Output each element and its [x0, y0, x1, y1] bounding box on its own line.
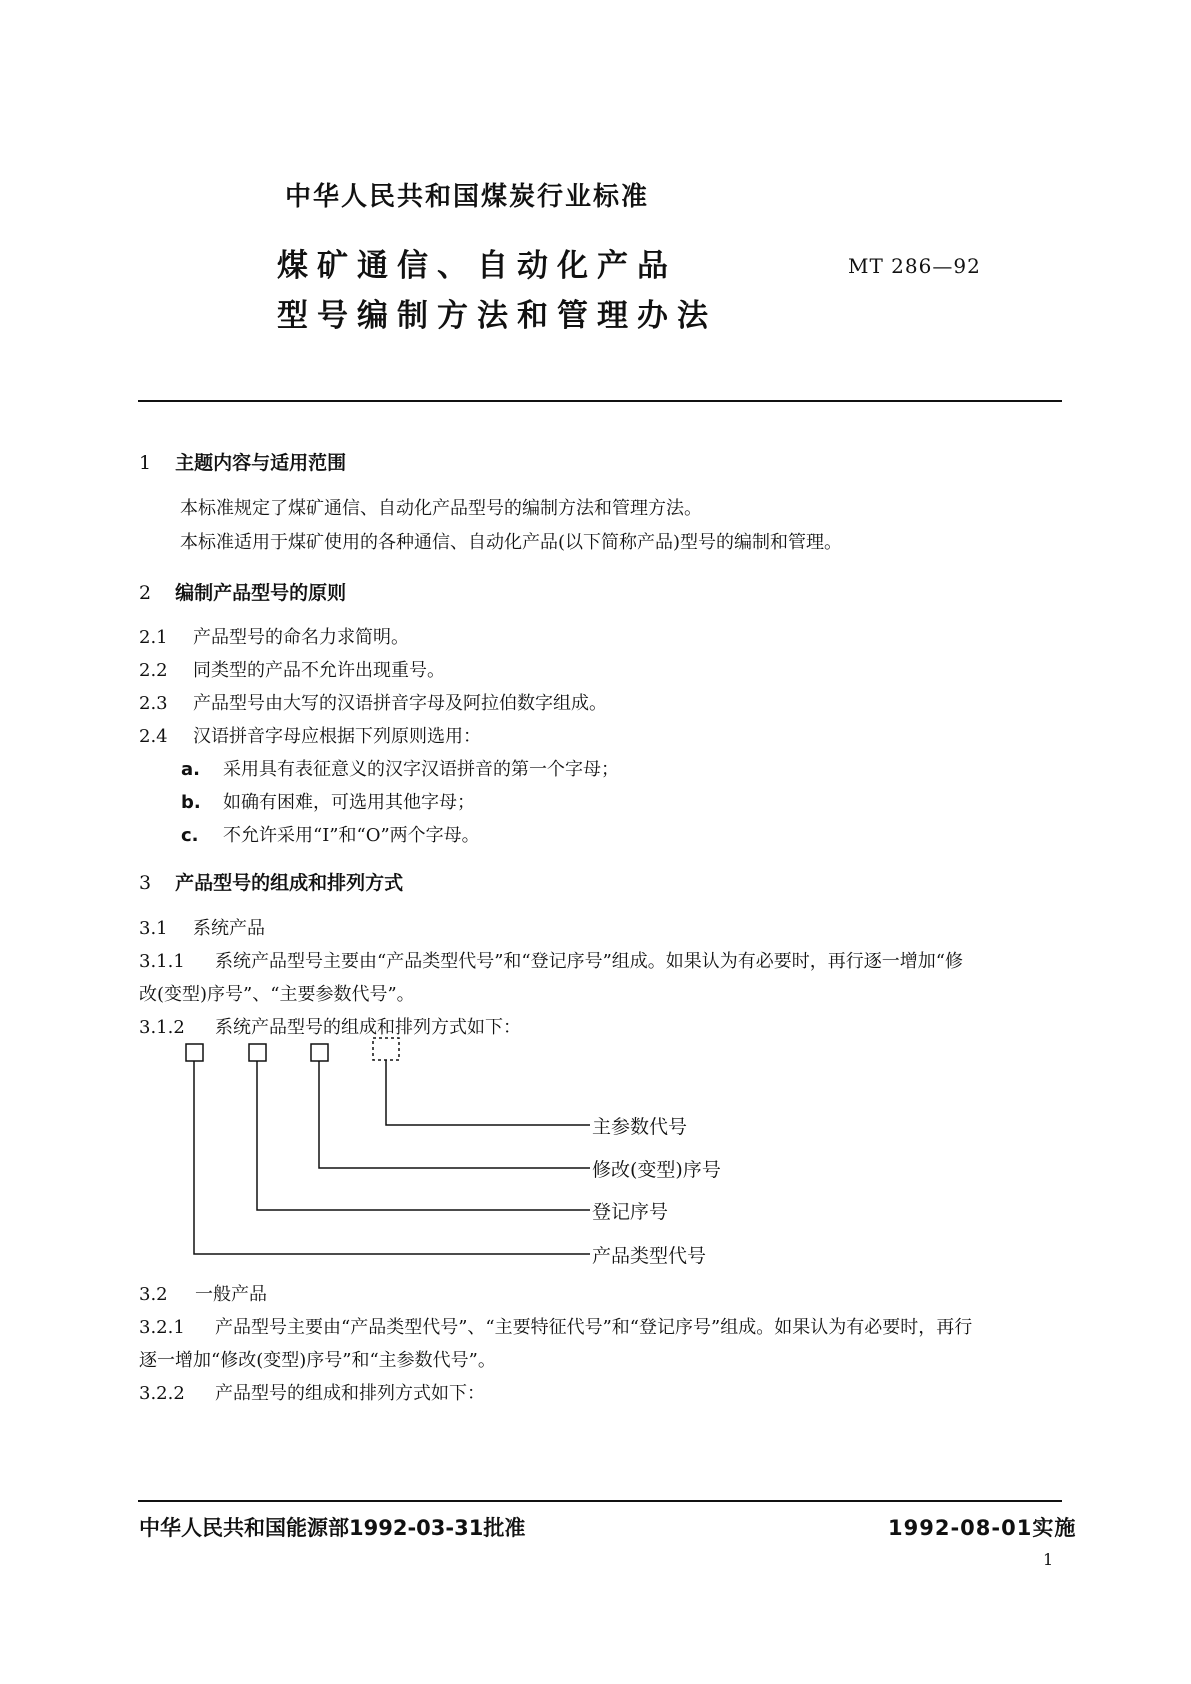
section-3-title: 产品型号的组成和排列方式 — [175, 872, 404, 894]
footer-rule — [138, 1500, 1062, 1502]
clause-3-2-1 — [139, 1313, 972, 1339]
page-number: 1 — [1043, 1550, 1054, 1569]
clause-text: 产品型号的组成和排列方式如下： — [215, 1383, 485, 1404]
clause-3-2-2 — [139, 1379, 485, 1405]
section-2-title: 编制产品型号的原则 — [175, 582, 347, 604]
clause-text: 产品型号主要由“产品类型代号”、“主要特征代号”和“登记序号”组成。如果认为有必要时，再行 — [215, 1317, 973, 1338]
clause-number: 3.2.1 — [139, 1317, 185, 1338]
leader-line-3 — [257, 1061, 590, 1210]
leader-line-2 — [319, 1061, 590, 1168]
clause-text: 同类型的产品不允许出现重号。 — [193, 660, 445, 681]
approval-text: 中华人民共和国能源部1992-03-31批准 — [139, 1516, 526, 1540]
section-2-number: 2 — [139, 582, 152, 604]
section-1-number: 1 — [139, 452, 152, 474]
clause-text: 系统产品型号主要由“产品类型代号”和“登记序号”组成。如果认为有必要时，再行逐一增加“修 — [215, 951, 964, 972]
clause-text: 汉语拼音字母应根据下列原则选用： — [193, 726, 481, 747]
clause-text: 系统产品型号的组成和排列方式如下： — [215, 1017, 521, 1038]
list-marker: b. — [181, 792, 201, 813]
clause-number: 3.2 — [139, 1284, 168, 1305]
clause-3-1-1-cont: 改(变型)序号”、“主要参数代号”。 — [139, 984, 415, 1005]
clause-number: 3.2.2 — [139, 1383, 185, 1404]
list-marker: c. — [181, 825, 199, 846]
section-1-title: 主题内容与适用范围 — [175, 452, 347, 474]
clause-text: 系统产品 — [193, 918, 265, 939]
clause-number: 2.4 — [139, 726, 168, 747]
clause-3-2 — [139, 1280, 267, 1306]
clause-text: 产品型号由大写的汉语拼音字母及阿拉伯数字组成。 — [193, 693, 607, 714]
list-text: 如确有困难，可选用其他字母； — [223, 792, 475, 813]
section-1-para-2: 本标准适用于煤矿使用的各种通信、自动化产品(以下简称产品)型号的编制和管理。 — [180, 532, 843, 553]
leader-line-1 — [386, 1060, 590, 1125]
diagram-label-registration: 登记序号 — [592, 1201, 669, 1223]
diagram-label-type-code: 产品类型代号 — [592, 1245, 707, 1267]
section-1-para-1: 本标准规定了煤矿通信、自动化产品型号的编制方法和管理方法。 — [180, 498, 702, 519]
clause-number: 3.1.1 — [139, 951, 185, 972]
clause-number: 2.2 — [139, 660, 168, 681]
doc-title-line1: 煤矿通信、自动化产品 — [277, 248, 677, 284]
section-3-number: 3 — [139, 872, 152, 894]
clause-text: 一般产品 — [195, 1284, 267, 1305]
list-text: 采用具有表征意义的汉字汉语拼音的第一个字母； — [223, 759, 619, 780]
clause-text: 产品型号的命名力求简明。 — [193, 627, 409, 648]
standard-code: MT 286—92 — [848, 254, 981, 278]
list-marker: a. — [181, 759, 200, 780]
doc-title-line2: 型号编制方法和管理办法 — [277, 298, 717, 334]
code-box-optional — [373, 1038, 399, 1060]
effective-date: 1992-08-01实施 — [888, 1516, 1077, 1540]
clause-number: 3.1.2 — [139, 1017, 185, 1038]
code-box-1 — [186, 1044, 203, 1061]
clause-3-2-1-cont: 逐一增加“修改(变型)序号”和“主参数代号”。 — [139, 1350, 496, 1371]
org-title: 中华人民共和国煤炭行业标准 — [285, 182, 650, 212]
clause-number: 2.1 — [139, 627, 168, 648]
list-text: 不允许采用“I”和“O”两个字母。 — [223, 825, 480, 846]
clause-number: 3.1 — [139, 918, 168, 939]
code-box-3 — [311, 1044, 328, 1061]
leader-line-4 — [194, 1061, 590, 1254]
clause-number: 2.3 — [139, 693, 168, 714]
diagram-label-revision: 修改(变型)序号 — [592, 1159, 721, 1181]
diagram-label-main-param: 主参数代号 — [592, 1116, 688, 1138]
code-box-2 — [249, 1044, 266, 1061]
